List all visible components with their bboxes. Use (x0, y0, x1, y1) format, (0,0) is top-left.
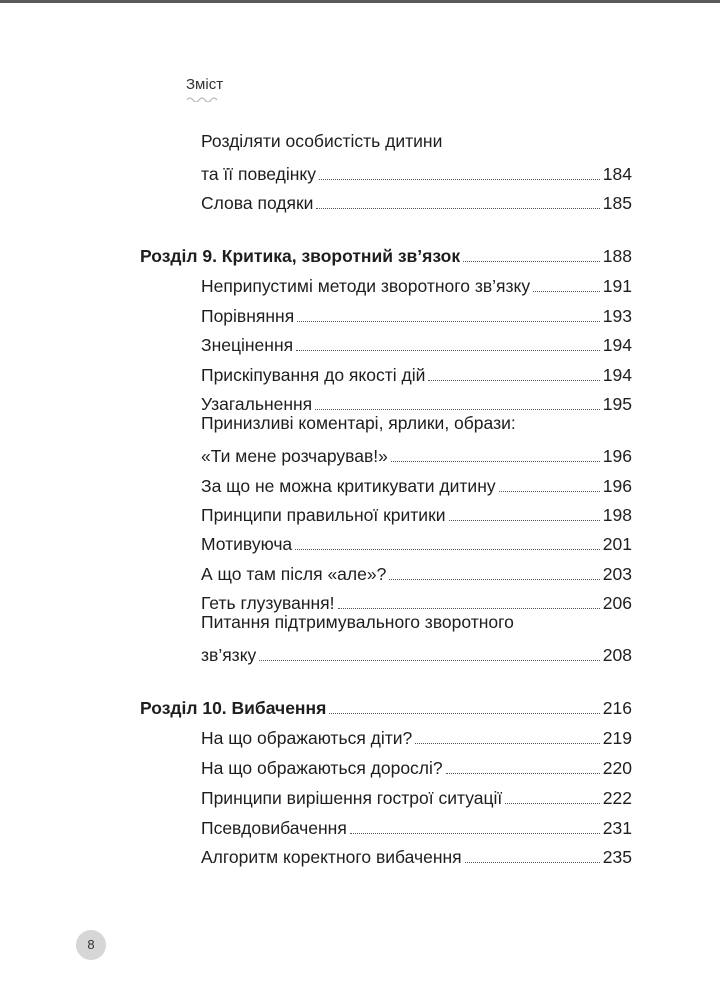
toc-page-number: 185 (602, 193, 632, 213)
dot-leader (315, 409, 600, 410)
toc-entry-title: Геть глузування! (201, 593, 335, 613)
dot-leader (415, 743, 600, 744)
dot-leader (391, 461, 600, 462)
toc-entry-title: Розділяти особистість дитини (201, 131, 443, 151)
toc-entry-title: зв’язку (201, 645, 257, 665)
dot-leader (319, 179, 600, 180)
toc-entry[interactable] (201, 496, 632, 526)
toc-entry-title: Алгоритм коректного вибачення (201, 847, 462, 867)
toc-entry-title: Слова подяки (201, 193, 314, 213)
toc-entry-title: «Ти мене розчарував!» (201, 446, 388, 466)
toc-entry-title: Псевдовибачення (201, 818, 347, 838)
dot-leader (350, 833, 600, 834)
toc-entry[interactable] (201, 838, 632, 868)
dot-leader (446, 773, 600, 774)
dot-leader (533, 291, 600, 292)
toc-page-number: 196 (602, 446, 632, 466)
toc-page-number: 235 (602, 847, 632, 867)
dot-leader (465, 862, 600, 863)
toc-page-number: 208 (602, 645, 632, 665)
dot-leader (449, 520, 600, 521)
toc-page-number: 194 (602, 335, 632, 355)
dot-leader (297, 321, 600, 322)
toc-entry-title: Питання підтримувального зворотного (201, 612, 514, 632)
dot-leader (295, 549, 600, 550)
toc-entry-title: На що ображаються дорослі? (201, 758, 443, 778)
toc-entry-title: Неприпустимі методи зворотного зв’язку (201, 276, 531, 296)
toc-entry[interactable] (201, 584, 632, 614)
toc-page-number: 194 (602, 365, 632, 385)
toc-entry[interactable] (201, 525, 632, 555)
toc-entry[interactable] (201, 779, 632, 809)
toc-entry[interactable] (201, 297, 632, 327)
toc-entry-title: На що ображаються діти? (201, 728, 413, 748)
toc-chapter-entry[interactable] (140, 689, 632, 719)
toc-entry[interactable] (201, 555, 632, 585)
toc-page-number: 206 (602, 593, 632, 613)
toc-entry-title: Знецінення (201, 335, 294, 355)
toc-page-number: 222 (602, 788, 632, 808)
dot-leader (316, 208, 599, 209)
toc-entry[interactable] (201, 809, 632, 839)
page-number-badge: 8 (76, 930, 106, 960)
header-wave-ornament (186, 96, 220, 102)
dot-leader (428, 380, 599, 381)
dot-leader (329, 713, 600, 714)
dot-leader (338, 608, 600, 609)
toc-entry-title: Принизливі коментарі, ярлики, образи: (201, 413, 516, 433)
toc-page-number: 196 (602, 476, 632, 496)
toc-entry[interactable] (201, 749, 632, 779)
toc-chapter-title: Розділ 9. Критика, зворотний зв’язок (140, 246, 461, 266)
toc-entry[interactable] (201, 385, 632, 415)
toc-page-number: 216 (602, 698, 632, 718)
toc-chapter-title: Розділ 10. Вибачення (140, 698, 327, 718)
toc-entry[interactable] (201, 356, 632, 386)
toc-entry[interactable] (201, 155, 632, 185)
toc-page-number: 219 (602, 728, 632, 748)
top-border-rule (0, 0, 720, 3)
toc-entry[interactable] (201, 267, 632, 297)
dot-leader (463, 261, 600, 262)
toc-entry-title: Узагальнення (201, 394, 313, 414)
dot-leader (389, 579, 599, 580)
toc-page-number: 195 (602, 394, 632, 414)
toc-entry[interactable] (201, 467, 632, 497)
running-header: Зміст (186, 76, 224, 93)
toc-entry[interactable] (201, 326, 632, 356)
toc-chapter-entry[interactable] (140, 237, 632, 267)
toc-page-number: 203 (602, 564, 632, 584)
toc-entry-title: та її поведінку (201, 164, 317, 184)
dot-leader (505, 803, 600, 804)
toc-page-number: 193 (602, 306, 632, 326)
dot-leader (499, 491, 600, 492)
toc-entry-title: Порівняння (201, 306, 295, 326)
toc-entry-title: Принципи вирішення гострої ситуації (201, 788, 503, 808)
dot-leader (259, 660, 599, 661)
toc-page-number: 220 (602, 758, 632, 778)
toc-entry[interactable] (201, 719, 632, 749)
dot-leader (296, 350, 600, 351)
toc-page-number: 184 (602, 164, 632, 184)
toc-entry[interactable] (201, 636, 632, 666)
toc-page-number: 231 (602, 818, 632, 838)
toc-page-number: 198 (602, 505, 632, 525)
toc-entry[interactable] (201, 437, 632, 467)
toc-entry-title: Принципи правильної критики (201, 505, 446, 525)
toc-page-number: 191 (602, 276, 632, 296)
toc-entry-title: А що там після «але»? (201, 564, 387, 584)
toc-entry[interactable] (201, 184, 632, 214)
toc-page-number: 188 (602, 246, 632, 266)
toc-entry-title: Прискіпування до якості дій (201, 365, 426, 385)
toc-page-number: 201 (602, 534, 632, 554)
toc-entry-title: Мотивуюча (201, 534, 293, 554)
toc-entry-title: За що не можна критикувати дитину (201, 476, 496, 496)
